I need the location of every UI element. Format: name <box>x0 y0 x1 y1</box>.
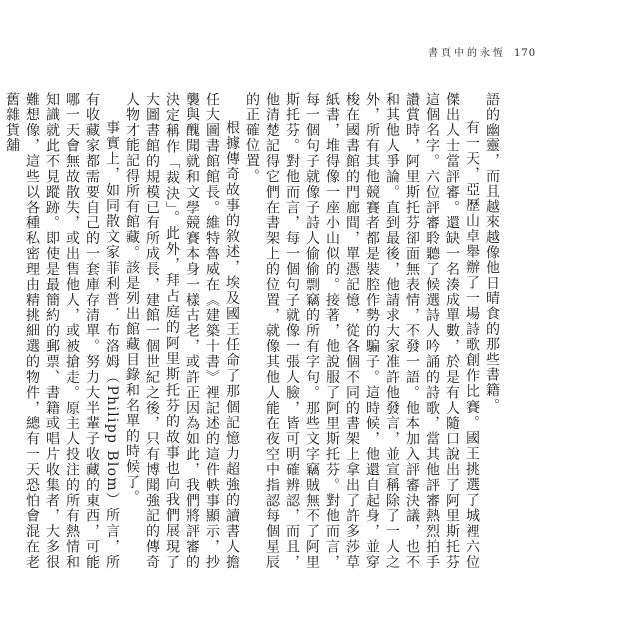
book-title: 書頁中的永恆 <box>428 48 506 59</box>
paragraph: 有一天，亞歷山卓舉辦了一場詩歌創作比賽。國王挑選了城裡六位傑出人士當評審。還缺一名湊成單數，於是有人隨口說出了阿里斯托芬這個名字。六位評審聆聽了候選詩人吟誦的詩歌，當其他評審熱烈拍手讚賞時，阿里斯托芬卻面無表情，不發一語。他本加入評審決議，也不和其他人爭論。直到最後，他請求大家准許他發言，並宣稱除了一人之外，所有其他競賽者都是裝腔作勢的騙子。這時候，他還自起身，並穿梭在國書館的門廊間，單憑記憶，從各個不同的書架上拿出了許多莎草紙書，堆得像一座小山似的。接著，他說服了阿里斯托芬。對他而言，每一個句子就像子詩人偷偷剽竊的所有字句。那些文字竊賊無不了阿里斯托芬。對他而言，每一個句子就像一張人臉，皆可明確辨認，而且，他清楚記得它們在書架上的位置，就像其他人能在夜空中指認每個星辰的正確位置。 <box>244 92 480 570</box>
page-number: 170 <box>514 48 537 59</box>
paragraph: 根據傳奇故事的敘述，埃及國王任命了那個記憶力超強的讀書人擔任大圖書館館長。維特魯威在《建築十書》裡記述的這件軼事顯示，抄襲與醜聞就和文學競賽本身一樣古老，或許正因為如此，我們將評審的決定稱作「裁決」。此外，拜占庭的阿里斯托芬的故事也向我們展現了大圖書館的規模已有所成長，建館一個世紀之後，只有博聞強記的傳奇人物才能記得所有館藏。該是列出館藏目錄和名單的時候了。 <box>124 92 240 570</box>
vertical-body-text <box>4 92 502 570</box>
paragraph: 語的幽靈，而且越來越像他日晴食的那些書籍。 <box>484 92 500 414</box>
running-header <box>428 44 536 59</box>
paragraph: 事實上，如同散文家菲利普．布洛姆（Philipp Blom）所言，所有收藏家都需要自己的一套庫存清單。努力大半輩子收藏的東西，可能哪一天會無故散失，或出售他人，或被搶走。原主人投注的所有熱情和知識就此不見蹤跡。即使是最簡約的郵票、書籍或唱片收集者，大多很難想像，這些以各種私密理由精挑細選的物件，總有一天恐怕會混在老舊雜貨舖 <box>4 92 120 570</box>
